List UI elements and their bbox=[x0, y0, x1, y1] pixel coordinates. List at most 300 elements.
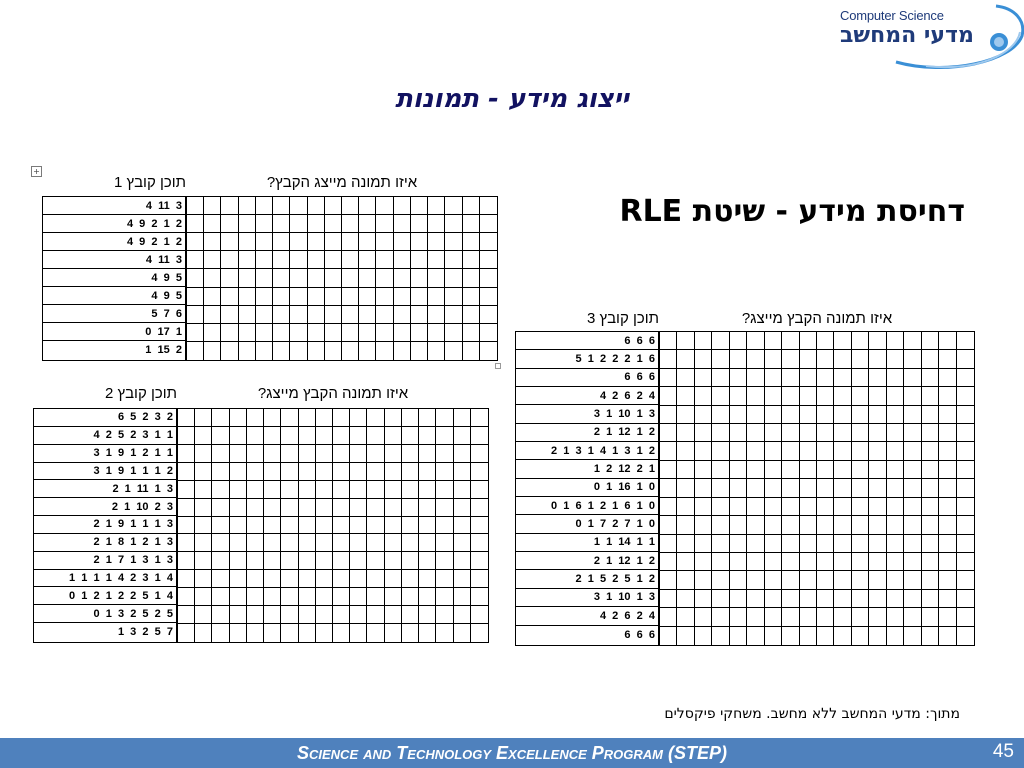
pixel-cell[interactable] bbox=[471, 427, 488, 445]
pixel-cell[interactable] bbox=[660, 369, 677, 387]
pixel-cell[interactable] bbox=[782, 516, 799, 534]
pixel-cell[interactable] bbox=[817, 553, 834, 571]
pixel-cell[interactable] bbox=[333, 409, 350, 427]
pixel-cell[interactable] bbox=[939, 553, 956, 571]
pixel-cell[interactable] bbox=[325, 288, 342, 306]
pixel-cell[interactable] bbox=[230, 517, 247, 535]
pixel-cell[interactable] bbox=[221, 197, 238, 215]
pixel-cell[interactable] bbox=[221, 324, 238, 342]
pixel-cell[interactable] bbox=[299, 445, 316, 463]
pixel-cell[interactable] bbox=[308, 288, 325, 306]
pixel-cell[interactable] bbox=[869, 516, 886, 534]
pixel-cell[interactable] bbox=[256, 251, 273, 269]
pixel-cell[interactable] bbox=[342, 251, 359, 269]
pixel-cell[interactable] bbox=[957, 535, 974, 553]
pixel-cell[interactable] bbox=[730, 608, 747, 626]
pixel-cell[interactable] bbox=[316, 588, 333, 606]
pixel-cell[interactable] bbox=[195, 445, 212, 463]
pixel-cell[interactable] bbox=[730, 350, 747, 368]
pixel-cell[interactable] bbox=[247, 499, 264, 517]
pixel-cell[interactable] bbox=[660, 590, 677, 608]
pixel-cell[interactable] bbox=[411, 215, 428, 233]
pixel-cell[interactable] bbox=[904, 608, 921, 626]
pixel-cell[interactable] bbox=[221, 215, 238, 233]
pixel-cell[interactable] bbox=[316, 517, 333, 535]
pixel-cell[interactable] bbox=[195, 409, 212, 427]
pixel-cell[interactable] bbox=[852, 553, 869, 571]
pixel-cell[interactable] bbox=[436, 481, 453, 499]
pixel-cell[interactable] bbox=[333, 624, 350, 642]
pixel-cell[interactable] bbox=[695, 553, 712, 571]
pixel-cell[interactable] bbox=[695, 608, 712, 626]
pixel-cell[interactable] bbox=[463, 215, 480, 233]
pixel-cell[interactable] bbox=[471, 481, 488, 499]
pixel-cell[interactable] bbox=[264, 534, 281, 552]
pixel-cell[interactable] bbox=[187, 251, 204, 269]
pixel-cell[interactable] bbox=[765, 553, 782, 571]
pixel-cell[interactable] bbox=[852, 516, 869, 534]
pixel-cell[interactable] bbox=[247, 481, 264, 499]
pixel-cell[interactable] bbox=[852, 442, 869, 460]
pixel-cell[interactable] bbox=[852, 590, 869, 608]
pixel-cell[interactable] bbox=[281, 517, 298, 535]
pixel-cell[interactable] bbox=[376, 342, 393, 360]
pixel-cell[interactable] bbox=[747, 461, 764, 479]
pixel-cell[interactable] bbox=[325, 233, 342, 251]
pixel-cell[interactable] bbox=[782, 461, 799, 479]
pixel-cell[interactable] bbox=[402, 427, 419, 445]
pixel-cell[interactable] bbox=[782, 350, 799, 368]
pixel-cell[interactable] bbox=[869, 424, 886, 442]
pixel-cell[interactable] bbox=[852, 369, 869, 387]
pixel-cell[interactable] bbox=[695, 387, 712, 405]
pixel-cell[interactable] bbox=[247, 445, 264, 463]
pixel-cell[interactable] bbox=[342, 233, 359, 251]
pixel-cell[interactable] bbox=[922, 553, 939, 571]
pixel-cell[interactable] bbox=[904, 571, 921, 589]
pixel-cell[interactable] bbox=[712, 608, 729, 626]
pixel-cell[interactable] bbox=[480, 251, 497, 269]
pixel-cell[interactable] bbox=[419, 570, 436, 588]
pixel-cell[interactable] bbox=[204, 306, 221, 324]
pixel-cell[interactable] bbox=[247, 570, 264, 588]
pixel-cell[interactable] bbox=[376, 251, 393, 269]
pixel-cell[interactable] bbox=[436, 427, 453, 445]
pixel-grid[interactable] bbox=[659, 331, 975, 646]
pixel-cell[interactable] bbox=[195, 606, 212, 624]
pixel-cell[interactable] bbox=[178, 517, 195, 535]
pixel-cell[interactable] bbox=[316, 552, 333, 570]
pixel-cell[interactable] bbox=[325, 215, 342, 233]
pixel-cell[interactable] bbox=[316, 570, 333, 588]
pixel-cell[interactable] bbox=[316, 445, 333, 463]
pixel-cell[interactable] bbox=[869, 387, 886, 405]
pixel-cell[interactable] bbox=[419, 445, 436, 463]
pixel-cell[interactable] bbox=[957, 498, 974, 516]
pixel-cell[interactable] bbox=[834, 571, 851, 589]
pixel-cell[interactable] bbox=[273, 324, 290, 342]
pixel-cell[interactable] bbox=[939, 461, 956, 479]
pixel-cell[interactable] bbox=[922, 406, 939, 424]
pixel-cell[interactable] bbox=[463, 251, 480, 269]
pixel-cell[interactable] bbox=[939, 479, 956, 497]
pixel-cell[interactable] bbox=[463, 288, 480, 306]
pixel-cell[interactable] bbox=[454, 427, 471, 445]
pixel-cell[interactable] bbox=[187, 269, 204, 287]
pixel-cell[interactable] bbox=[800, 608, 817, 626]
pixel-cell[interactable] bbox=[350, 588, 367, 606]
pixel-cell[interactable] bbox=[454, 445, 471, 463]
pixel-cell[interactable] bbox=[887, 406, 904, 424]
pixel-cell[interactable] bbox=[385, 409, 402, 427]
pixel-cell[interactable] bbox=[281, 463, 298, 481]
pixel-cell[interactable] bbox=[660, 332, 677, 350]
pixel-cell[interactable] bbox=[394, 251, 411, 269]
pixel-cell[interactable] bbox=[264, 481, 281, 499]
pixel-cell[interactable] bbox=[445, 342, 462, 360]
pixel-cell[interactable] bbox=[204, 251, 221, 269]
pixel-cell[interactable] bbox=[428, 197, 445, 215]
pixel-cell[interactable] bbox=[376, 233, 393, 251]
pixel-cell[interactable] bbox=[869, 461, 886, 479]
pixel-cell[interactable] bbox=[187, 197, 204, 215]
pixel-cell[interactable] bbox=[904, 387, 921, 405]
pixel-cell[interactable] bbox=[869, 406, 886, 424]
pixel-cell[interactable] bbox=[212, 606, 229, 624]
pixel-cell[interactable] bbox=[712, 387, 729, 405]
pixel-cell[interactable] bbox=[333, 606, 350, 624]
pixel-cell[interactable] bbox=[367, 427, 384, 445]
pixel-cell[interactable] bbox=[747, 516, 764, 534]
pixel-cell[interactable] bbox=[660, 461, 677, 479]
pixel-cell[interactable] bbox=[957, 627, 974, 645]
pixel-cell[interactable] bbox=[299, 606, 316, 624]
pixel-cell[interactable] bbox=[342, 269, 359, 287]
pixel-cell[interactable] bbox=[765, 590, 782, 608]
pixel-cell[interactable] bbox=[730, 387, 747, 405]
pixel-cell[interactable] bbox=[463, 324, 480, 342]
pixel-cell[interactable] bbox=[765, 406, 782, 424]
pixel-cell[interactable] bbox=[281, 624, 298, 642]
pixel-cell[interactable] bbox=[800, 406, 817, 424]
pixel-cell[interactable] bbox=[730, 571, 747, 589]
pixel-cell[interactable] bbox=[247, 409, 264, 427]
pixel-cell[interactable] bbox=[869, 442, 886, 460]
pixel-cell[interactable] bbox=[376, 288, 393, 306]
pixel-cell[interactable] bbox=[817, 608, 834, 626]
pixel-cell[interactable] bbox=[712, 516, 729, 534]
pixel-cell[interactable] bbox=[256, 269, 273, 287]
pixel-cell[interactable] bbox=[887, 479, 904, 497]
pixel-cell[interactable] bbox=[411, 306, 428, 324]
pixel-cell[interactable] bbox=[402, 463, 419, 481]
pixel-cell[interactable] bbox=[385, 552, 402, 570]
pixel-cell[interactable] bbox=[359, 306, 376, 324]
pixel-cell[interactable] bbox=[480, 215, 497, 233]
pixel-cell[interactable] bbox=[299, 552, 316, 570]
pixel-cell[interactable] bbox=[367, 624, 384, 642]
pixel-cell[interactable] bbox=[436, 606, 453, 624]
pixel-cell[interactable] bbox=[290, 342, 307, 360]
pixel-cell[interactable] bbox=[316, 481, 333, 499]
pixel-cell[interactable] bbox=[376, 324, 393, 342]
pixel-cell[interactable] bbox=[957, 406, 974, 424]
pixel-cell[interactable] bbox=[782, 571, 799, 589]
pixel-cell[interactable] bbox=[471, 517, 488, 535]
pixel-cell[interactable] bbox=[359, 197, 376, 215]
pixel-cell[interactable] bbox=[747, 406, 764, 424]
pixel-cell[interactable] bbox=[256, 215, 273, 233]
pixel-cell[interactable] bbox=[695, 406, 712, 424]
pixel-cell[interactable] bbox=[869, 498, 886, 516]
pixel-cell[interactable] bbox=[419, 481, 436, 499]
pixel-cell[interactable] bbox=[239, 197, 256, 215]
pixel-cell[interactable] bbox=[800, 553, 817, 571]
pixel-cell[interactable] bbox=[299, 499, 316, 517]
pixel-cell[interactable] bbox=[800, 479, 817, 497]
pixel-cell[interactable] bbox=[350, 499, 367, 517]
pixel-cell[interactable] bbox=[350, 552, 367, 570]
pixel-cell[interactable] bbox=[281, 427, 298, 445]
pixel-cell[interactable] bbox=[385, 463, 402, 481]
pixel-cell[interactable] bbox=[402, 409, 419, 427]
pixel-cell[interactable] bbox=[677, 442, 694, 460]
pixel-cell[interactable] bbox=[299, 534, 316, 552]
pixel-cell[interactable] bbox=[677, 590, 694, 608]
pixel-cell[interactable] bbox=[402, 588, 419, 606]
pixel-cell[interactable] bbox=[428, 251, 445, 269]
pixel-cell[interactable] bbox=[273, 197, 290, 215]
pixel-cell[interactable] bbox=[834, 461, 851, 479]
pixel-cell[interactable] bbox=[887, 627, 904, 645]
pixel-cell[interactable] bbox=[436, 517, 453, 535]
pixel-cell[interactable] bbox=[454, 534, 471, 552]
pixel-cell[interactable] bbox=[230, 534, 247, 552]
pixel-cell[interactable] bbox=[834, 387, 851, 405]
pixel-cell[interactable] bbox=[419, 517, 436, 535]
pixel-cell[interactable] bbox=[325, 306, 342, 324]
pixel-cell[interactable] bbox=[273, 306, 290, 324]
pixel-cell[interactable] bbox=[695, 461, 712, 479]
pixel-cell[interactable] bbox=[834, 406, 851, 424]
pixel-cell[interactable] bbox=[428, 215, 445, 233]
pixel-cell[interactable] bbox=[342, 215, 359, 233]
pixel-cell[interactable] bbox=[695, 369, 712, 387]
pixel-cell[interactable] bbox=[264, 463, 281, 481]
pixel-cell[interactable] bbox=[887, 461, 904, 479]
pixel-cell[interactable] bbox=[887, 608, 904, 626]
pixel-cell[interactable] bbox=[817, 498, 834, 516]
pixel-cell[interactable] bbox=[411, 342, 428, 360]
pixel-cell[interactable] bbox=[765, 627, 782, 645]
pixel-cell[interactable] bbox=[333, 463, 350, 481]
pixel-cell[interactable] bbox=[178, 409, 195, 427]
pixel-cell[interactable] bbox=[471, 606, 488, 624]
pixel-cell[interactable] bbox=[660, 350, 677, 368]
pixel-cell[interactable] bbox=[350, 534, 367, 552]
pixel-cell[interactable] bbox=[436, 570, 453, 588]
pixel-cell[interactable] bbox=[394, 197, 411, 215]
pixel-cell[interactable] bbox=[939, 590, 956, 608]
pixel-cell[interactable] bbox=[887, 590, 904, 608]
pixel-cell[interactable] bbox=[299, 624, 316, 642]
pixel-cell[interactable] bbox=[852, 571, 869, 589]
pixel-cell[interactable] bbox=[195, 427, 212, 445]
pixel-cell[interactable] bbox=[957, 608, 974, 626]
pixel-cell[interactable] bbox=[247, 624, 264, 642]
pixel-cell[interactable] bbox=[852, 498, 869, 516]
pixel-cell[interactable] bbox=[385, 517, 402, 535]
pixel-cell[interactable] bbox=[463, 342, 480, 360]
pixel-cell[interactable] bbox=[359, 324, 376, 342]
pixel-cell[interactable] bbox=[445, 251, 462, 269]
pixel-cell[interactable] bbox=[869, 571, 886, 589]
pixel-cell[interactable] bbox=[817, 516, 834, 534]
pixel-cell[interactable] bbox=[394, 342, 411, 360]
pixel-cell[interactable] bbox=[204, 324, 221, 342]
pixel-cell[interactable] bbox=[747, 332, 764, 350]
pixel-cell[interactable] bbox=[869, 627, 886, 645]
pixel-cell[interactable] bbox=[178, 534, 195, 552]
pixel-cell[interactable] bbox=[402, 517, 419, 535]
pixel-cell[interactable] bbox=[402, 534, 419, 552]
pixel-cell[interactable] bbox=[869, 332, 886, 350]
pixel-cell[interactable] bbox=[308, 197, 325, 215]
pixel-cell[interactable] bbox=[782, 498, 799, 516]
pixel-cell[interactable] bbox=[436, 463, 453, 481]
pixel-cell[interactable] bbox=[800, 387, 817, 405]
pixel-cell[interactable] bbox=[394, 288, 411, 306]
pixel-cell[interactable] bbox=[834, 590, 851, 608]
pixel-cell[interactable] bbox=[782, 590, 799, 608]
pixel-cell[interactable] bbox=[471, 499, 488, 517]
pixel-cell[interactable] bbox=[660, 516, 677, 534]
pixel-cell[interactable] bbox=[957, 442, 974, 460]
pixel-cell[interactable] bbox=[195, 534, 212, 552]
pixel-cell[interactable] bbox=[887, 571, 904, 589]
pixel-cell[interactable] bbox=[677, 516, 694, 534]
pixel-cell[interactable] bbox=[939, 571, 956, 589]
pixel-cell[interactable] bbox=[712, 442, 729, 460]
pixel-cell[interactable] bbox=[957, 516, 974, 534]
pixel-cell[interactable] bbox=[299, 570, 316, 588]
pixel-cell[interactable] bbox=[230, 552, 247, 570]
pixel-cell[interactable] bbox=[730, 442, 747, 460]
pixel-cell[interactable] bbox=[922, 479, 939, 497]
pixel-cell[interactable] bbox=[445, 288, 462, 306]
pixel-cell[interactable] bbox=[385, 570, 402, 588]
pixel-cell[interactable] bbox=[239, 288, 256, 306]
pixel-cell[interactable] bbox=[204, 288, 221, 306]
pixel-cell[interactable] bbox=[247, 552, 264, 570]
pixel-cell[interactable] bbox=[677, 553, 694, 571]
pixel-cell[interactable] bbox=[817, 442, 834, 460]
pixel-cell[interactable] bbox=[480, 324, 497, 342]
pixel-grid[interactable] bbox=[177, 408, 489, 643]
pixel-cell[interactable] bbox=[730, 406, 747, 424]
pixel-cell[interactable] bbox=[350, 427, 367, 445]
pixel-cell[interactable] bbox=[471, 463, 488, 481]
pixel-cell[interactable] bbox=[428, 233, 445, 251]
pixel-cell[interactable] bbox=[957, 590, 974, 608]
pixel-cell[interactable] bbox=[782, 535, 799, 553]
pixel-cell[interactable] bbox=[660, 406, 677, 424]
pixel-cell[interactable] bbox=[187, 306, 204, 324]
pixel-cell[interactable] bbox=[957, 479, 974, 497]
pixel-cell[interactable] bbox=[747, 627, 764, 645]
pixel-cell[interactable] bbox=[281, 481, 298, 499]
pixel-cell[interactable] bbox=[695, 479, 712, 497]
pixel-cell[interactable] bbox=[922, 608, 939, 626]
pixel-cell[interactable] bbox=[359, 288, 376, 306]
pixel-cell[interactable] bbox=[359, 215, 376, 233]
pixel-cell[interactable] bbox=[660, 608, 677, 626]
pixel-cell[interactable] bbox=[350, 570, 367, 588]
pixel-cell[interactable] bbox=[765, 535, 782, 553]
pixel-grid[interactable] bbox=[186, 196, 498, 361]
pixel-cell[interactable] bbox=[695, 498, 712, 516]
pixel-cell[interactable] bbox=[239, 233, 256, 251]
pixel-cell[interactable] bbox=[290, 197, 307, 215]
pixel-cell[interactable] bbox=[436, 409, 453, 427]
pixel-cell[interactable] bbox=[454, 570, 471, 588]
pixel-cell[interactable] bbox=[730, 553, 747, 571]
pixel-cell[interactable] bbox=[904, 461, 921, 479]
pixel-cell[interactable] bbox=[660, 387, 677, 405]
pixel-cell[interactable] bbox=[333, 534, 350, 552]
pixel-cell[interactable] bbox=[834, 442, 851, 460]
pixel-cell[interactable] bbox=[316, 624, 333, 642]
pixel-cell[interactable] bbox=[195, 552, 212, 570]
pixel-cell[interactable] bbox=[281, 445, 298, 463]
pixel-cell[interactable] bbox=[817, 461, 834, 479]
pixel-cell[interactable] bbox=[765, 479, 782, 497]
pixel-cell[interactable] bbox=[445, 269, 462, 287]
pixel-cell[interactable] bbox=[730, 498, 747, 516]
pixel-cell[interactable] bbox=[273, 269, 290, 287]
pixel-cell[interactable] bbox=[290, 269, 307, 287]
pixel-cell[interactable] bbox=[834, 627, 851, 645]
pixel-cell[interactable] bbox=[939, 535, 956, 553]
pixel-cell[interactable] bbox=[480, 269, 497, 287]
pixel-cell[interactable] bbox=[402, 606, 419, 624]
pixel-cell[interactable] bbox=[922, 350, 939, 368]
pixel-cell[interactable] bbox=[747, 369, 764, 387]
pixel-cell[interactable] bbox=[817, 571, 834, 589]
pixel-cell[interactable] bbox=[869, 608, 886, 626]
pixel-cell[interactable] bbox=[471, 570, 488, 588]
pixel-cell[interactable] bbox=[765, 424, 782, 442]
pixel-cell[interactable] bbox=[264, 624, 281, 642]
pixel-cell[interactable] bbox=[367, 499, 384, 517]
pixel-cell[interactable] bbox=[239, 251, 256, 269]
pixel-cell[interactable] bbox=[212, 427, 229, 445]
pixel-cell[interactable] bbox=[471, 624, 488, 642]
pixel-cell[interactable] bbox=[350, 445, 367, 463]
pixel-cell[interactable] bbox=[195, 570, 212, 588]
pixel-cell[interactable] bbox=[316, 499, 333, 517]
pixel-cell[interactable] bbox=[800, 498, 817, 516]
pixel-cell[interactable] bbox=[800, 350, 817, 368]
pixel-cell[interactable] bbox=[281, 409, 298, 427]
pixel-cell[interactable] bbox=[195, 588, 212, 606]
pixel-cell[interactable] bbox=[800, 461, 817, 479]
pixel-cell[interactable] bbox=[677, 406, 694, 424]
pixel-cell[interactable] bbox=[887, 387, 904, 405]
pixel-cell[interactable] bbox=[765, 332, 782, 350]
pixel-cell[interactable] bbox=[212, 534, 229, 552]
pixel-cell[interactable] bbox=[471, 588, 488, 606]
